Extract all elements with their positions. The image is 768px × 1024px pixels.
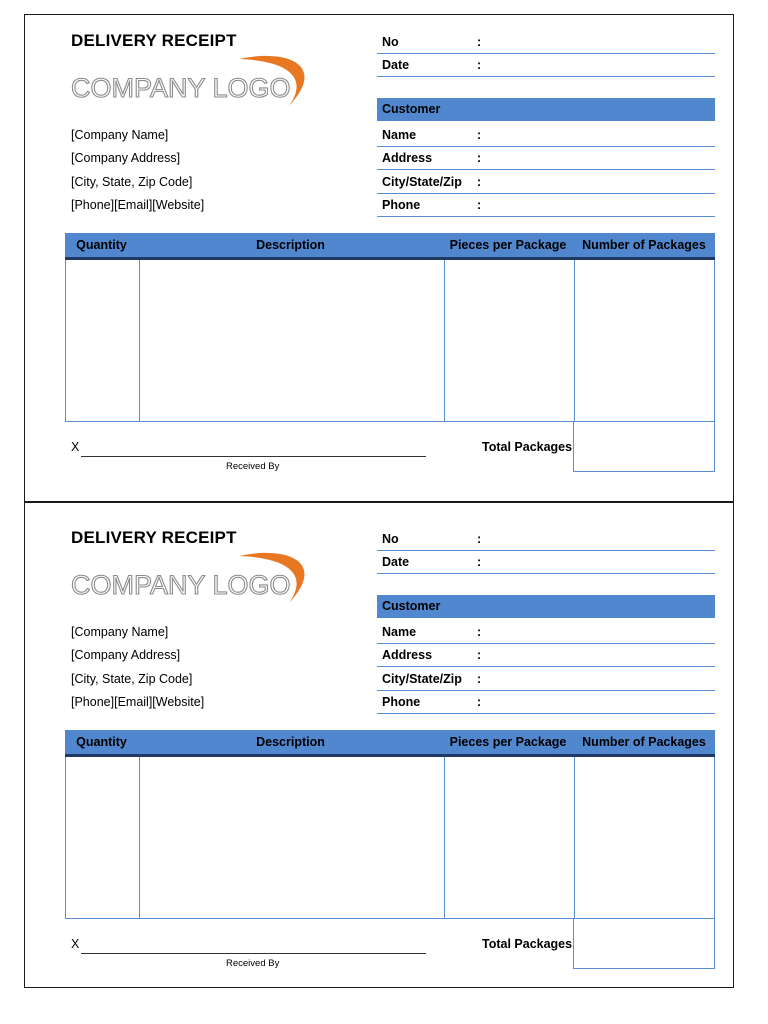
company-logo [69, 548, 319, 608]
company-name: [Company Name] [71, 128, 169, 142]
table-header [65, 730, 715, 757]
table-header [65, 233, 715, 260]
colon: : [477, 555, 482, 569]
no-label: No [382, 532, 399, 546]
column-divider [444, 260, 445, 421]
signature-line[interactable] [81, 456, 426, 457]
colon: : [477, 58, 482, 72]
header-description: Description [256, 735, 325, 749]
customer-address-field[interactable] [377, 646, 715, 667]
customer-phone-field[interactable] [377, 196, 715, 217]
header-description: Description [256, 238, 325, 252]
customer-name-field[interactable] [377, 623, 715, 644]
colon: : [477, 128, 482, 142]
customer-header: Customer [377, 98, 715, 121]
column-divider [574, 260, 575, 421]
address-label: Address [382, 151, 433, 165]
header-number-of-packages: Number of Packages [582, 735, 706, 749]
company-logo [69, 51, 319, 111]
address-label: Address [382, 648, 433, 662]
company-address: [Company Address] [71, 151, 181, 165]
receipt-title: DELIVERY RECEIPT [71, 31, 237, 50]
total-packages-box[interactable] [573, 422, 715, 472]
header-number-of-packages: Number of Packages [582, 238, 706, 252]
received-by-label: Received By [226, 958, 280, 969]
received-by-label: Received By [226, 461, 280, 472]
city-label: City/State/Zip [382, 672, 462, 686]
customer-header: Customer [377, 595, 715, 618]
name-label: Name [382, 128, 417, 142]
receipt-date-field[interactable] [377, 553, 715, 574]
colon: : [477, 151, 482, 165]
signature-mark: X [71, 440, 80, 454]
header-quantity: Quantity [76, 735, 127, 749]
company-address: [Company Address] [71, 648, 181, 662]
colon: : [477, 672, 482, 686]
signature-mark: X [71, 937, 80, 951]
column-divider [574, 757, 575, 918]
company-contact: [Phone][Email][Website] [71, 695, 205, 709]
company-city: [City, State, Zip Code] [71, 175, 193, 189]
receipt-divider [25, 501, 733, 503]
colon: : [477, 532, 482, 546]
colon: : [477, 35, 482, 49]
table-body[interactable] [65, 757, 715, 919]
total-packages-label: Total Packages [482, 937, 573, 951]
logo-text: COMPANY LOGO [71, 570, 291, 600]
receipt-no-field[interactable] [377, 530, 715, 551]
table-body[interactable] [65, 260, 715, 422]
column-divider [444, 757, 445, 918]
customer-city-field[interactable] [377, 670, 715, 691]
colon: : [477, 695, 482, 709]
customer-address-field[interactable] [377, 149, 715, 170]
phone-label: Phone [382, 695, 421, 709]
company-name: [Company Name] [71, 625, 169, 639]
receipt-title: DELIVERY RECEIPT [71, 528, 237, 547]
signature-line[interactable] [81, 953, 426, 954]
page-frame [24, 14, 734, 988]
no-label: No [382, 35, 399, 49]
name-label: Name [382, 625, 417, 639]
receipt-date-field[interactable] [377, 56, 715, 77]
company-city: [City, State, Zip Code] [71, 672, 193, 686]
customer-name-field[interactable] [377, 126, 715, 147]
colon: : [477, 648, 482, 662]
total-packages-label: Total Packages [482, 440, 573, 454]
total-packages-box[interactable] [573, 919, 715, 969]
city-label: City/State/Zip [382, 175, 462, 189]
customer-phone-field[interactable] [377, 693, 715, 714]
receipt-no-field[interactable] [377, 33, 715, 54]
column-divider [139, 757, 140, 918]
phone-label: Phone [382, 198, 421, 212]
company-contact: [Phone][Email][Website] [71, 198, 205, 212]
colon: : [477, 175, 482, 189]
date-label: Date [382, 58, 410, 72]
delivery-receipt-2 [25, 512, 735, 998]
header-quantity: Quantity [76, 238, 127, 252]
delivery-receipt-1 [25, 15, 735, 501]
header-pieces-per-package: Pieces per Package [449, 735, 567, 749]
header-pieces-per-package: Pieces per Package [449, 238, 567, 252]
column-divider [139, 260, 140, 421]
colon: : [477, 625, 482, 639]
customer-city-field[interactable] [377, 173, 715, 194]
colon: : [477, 198, 482, 212]
date-label: Date [382, 555, 410, 569]
logo-text: COMPANY LOGO [71, 73, 291, 103]
